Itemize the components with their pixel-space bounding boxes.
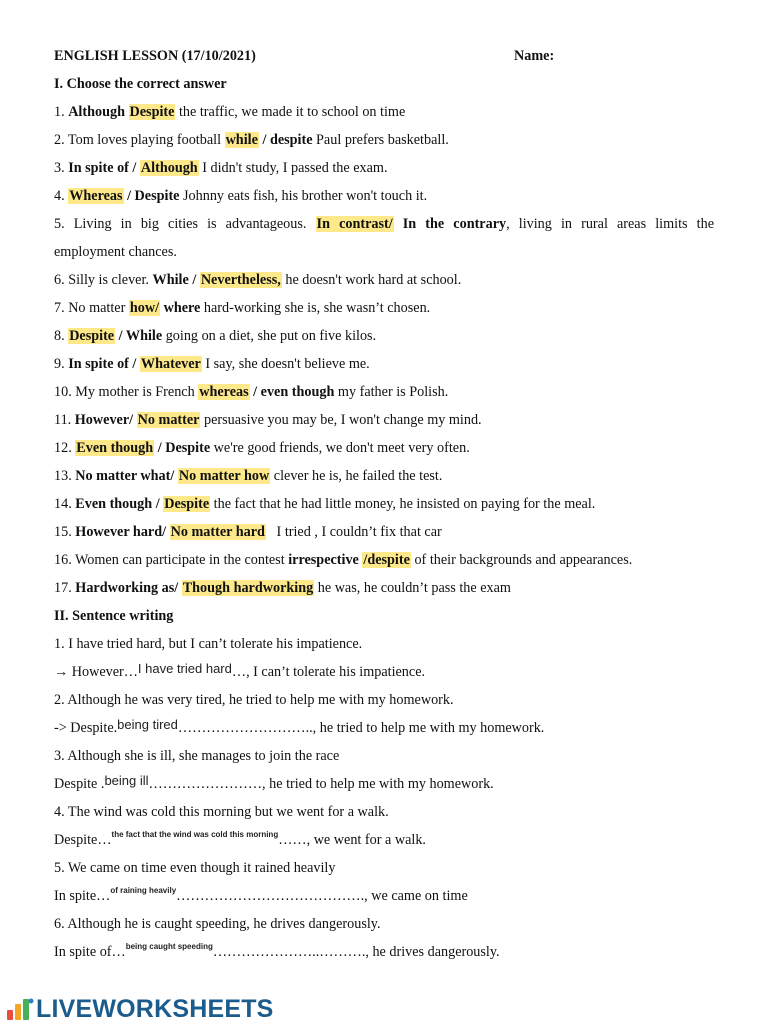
- option-a-selected[interactable]: Whereas: [69, 188, 123, 204]
- question-12: 12. Even though / Despite we're good friends, we don't meet very often.: [54, 440, 470, 456]
- section2-heading: II. Sentence writing: [54, 608, 174, 624]
- option-a[interactable]: In spite of /: [68, 160, 137, 176]
- sentence-4-answer-line: Despite…$^{the fact that the wind was cold this morning}$……, we went for a walk.: [54, 830, 426, 848]
- question-2: 2. Tom loves playing football while / despite Paul prefers basketball.: [54, 132, 449, 148]
- option-a[interactable]: No matter what/: [75, 468, 175, 484]
- answer-input-4[interactable]: the fact that the wind was cold this morning: [111, 830, 279, 839]
- question-5: 5. Living in big cities is advantageous. In contrast/ In the contrary, living in rural areas limits the: [54, 216, 714, 232]
- sentence-2-prompt: 2. Although he was very tired, he tried to help me with my homework.: [54, 692, 454, 708]
- question-4: 4. Whereas / Despite Johnny eats fish, his brother won't touch it.: [54, 188, 428, 204]
- question-5-cont: employment chances.: [54, 244, 177, 260]
- option-b-selected[interactable]: Nevertheless,: [200, 272, 281, 288]
- question-17: 17. Hardworking as/ Though hardworking he was, he couldn’t pass the exam: [54, 580, 511, 596]
- sentence-3-answer-line: Despite .being ill……………………, he tried to help me with my homework.: [54, 773, 494, 792]
- question-16: 16. Women can participate in the contest irrespective /despite of their backgrounds and appearances.: [54, 552, 633, 568]
- option-a-selected[interactable]: while: [225, 132, 258, 148]
- option-b-selected[interactable]: No matter: [137, 412, 200, 428]
- option-b-selected[interactable]: Though hardworking: [182, 580, 314, 596]
- option-b-selected[interactable]: Although: [140, 160, 198, 176]
- question-3: 3. In spite of / Although I didn't study, I passed the exam.: [54, 160, 388, 176]
- header-line: [54, 44, 714, 68]
- option-a-selected[interactable]: In contrast/: [316, 216, 393, 232]
- question-15: 15. However hard/ No matter hard I tried , I couldn’t fix that car: [54, 524, 442, 540]
- option-b-selected[interactable]: Whatever: [140, 356, 201, 372]
- option-a[interactable]: However hard/: [75, 524, 167, 540]
- answer-input-1[interactable]: I have tried hard: [137, 661, 232, 676]
- option-b[interactable]: / Despite: [127, 188, 180, 204]
- option-a[interactable]: Hardworking as/: [75, 580, 179, 596]
- option-b[interactable]: / While: [118, 328, 163, 344]
- answer-input-3[interactable]: being ill: [104, 773, 149, 788]
- sentence-2-answer-line: -> Despite.being tired……………………….., he tried to help me with my homework.: [54, 717, 545, 736]
- option-b-selected[interactable]: /despite: [363, 552, 410, 568]
- question-6: 6. Silly is clever. While / Nevertheless, he doesn't work hard at school.: [54, 272, 462, 288]
- option-a-selected[interactable]: how/: [129, 300, 160, 316]
- option-a-selected[interactable]: Even though: [76, 440, 154, 456]
- name-label: Name:: [514, 48, 555, 64]
- sentence-1-answer-line: → However…I have tried hard…, I can’t tolerate his impatience.: [54, 661, 426, 680]
- option-a[interactable]: In spite of /: [68, 356, 137, 372]
- option-a[interactable]: irrespective: [288, 552, 359, 568]
- option-b[interactable]: where: [163, 300, 201, 316]
- option-b-selected[interactable]: Despite: [129, 104, 175, 120]
- sentence-6-answer-line: In spite of…$^{being caught speeding}$…………………..………., he drives dangerously.: [54, 942, 500, 960]
- lesson-title: ENGLISH LESSON (17/10/2021): [54, 48, 256, 64]
- option-b-selected[interactable]: Despite: [164, 496, 210, 512]
- liveworksheets-logo-icon: [6, 996, 34, 1022]
- answer-input-6[interactable]: being caught speeding: [125, 942, 213, 951]
- sentence-5-answer-line: In spite…$^{of raining heavily}$…………………………………., we came on time: [54, 886, 468, 904]
- sentence-5-prompt: 5. We came on time even though it rained heavily: [54, 860, 336, 876]
- option-b-selected[interactable]: No matter hard: [170, 524, 265, 540]
- question-9: 9. In spite of / Whatever I say, she doesn't believe me.: [54, 356, 370, 372]
- question-13: 13. No matter what/ No matter how clever he is, he failed the test.: [54, 468, 443, 484]
- question-7: 7. No matter how/ where hard-working she is, she wasn’t chosen.: [54, 300, 431, 316]
- option-a[interactable]: Although: [68, 104, 125, 120]
- option-a-selected[interactable]: whereas: [199, 384, 249, 400]
- option-b[interactable]: / Despite: [157, 440, 211, 456]
- option-b[interactable]: / even though: [253, 384, 335, 400]
- option-b-selected[interactable]: No matter how: [178, 468, 270, 484]
- question-14: 14. Even though / Despite the fact that he had little money, he insisted on paying for the meal.: [54, 496, 596, 512]
- sentence-4-prompt: 4. The wind was cold this morning but we went for a walk.: [54, 804, 389, 820]
- logo-text: LIVEWORKSHEETS: [36, 994, 274, 1023]
- option-a-selected[interactable]: Despite: [69, 328, 115, 344]
- section1-heading: I. Choose the correct answer: [54, 76, 227, 92]
- question-11: 11. However/ No matter persuasive you may be, I won't change my mind.: [54, 412, 482, 428]
- sentence-1-prompt: 1. I have tried hard, but I can’t tolerate his impatience.: [54, 636, 363, 652]
- option-b[interactable]: despite: [269, 132, 313, 148]
- liveworksheets-logo[interactable]: [6, 996, 274, 1022]
- sentence-6-prompt: 6. Although he is caught speeding, he drives dangerously.: [54, 916, 381, 932]
- option-b[interactable]: In the contrary: [402, 216, 507, 232]
- answer-input-2[interactable]: being tired: [117, 717, 178, 732]
- question-10: 10. My mother is French whereas / even though my father is Polish.: [54, 384, 449, 400]
- sentence-3-prompt: 3. Although she is ill, she manages to join the race: [54, 748, 340, 764]
- answer-input-5[interactable]: of raining heavily: [110, 886, 177, 895]
- option-a[interactable]: However/: [74, 412, 134, 428]
- option-a[interactable]: Even though /: [75, 496, 160, 512]
- question-1: 1. Although Despite the traffic, we made it to school on time: [54, 104, 406, 120]
- option-a[interactable]: While /: [152, 272, 197, 288]
- question-8: 8. Despite / While going on a diet, she put on five kilos.: [54, 328, 377, 344]
